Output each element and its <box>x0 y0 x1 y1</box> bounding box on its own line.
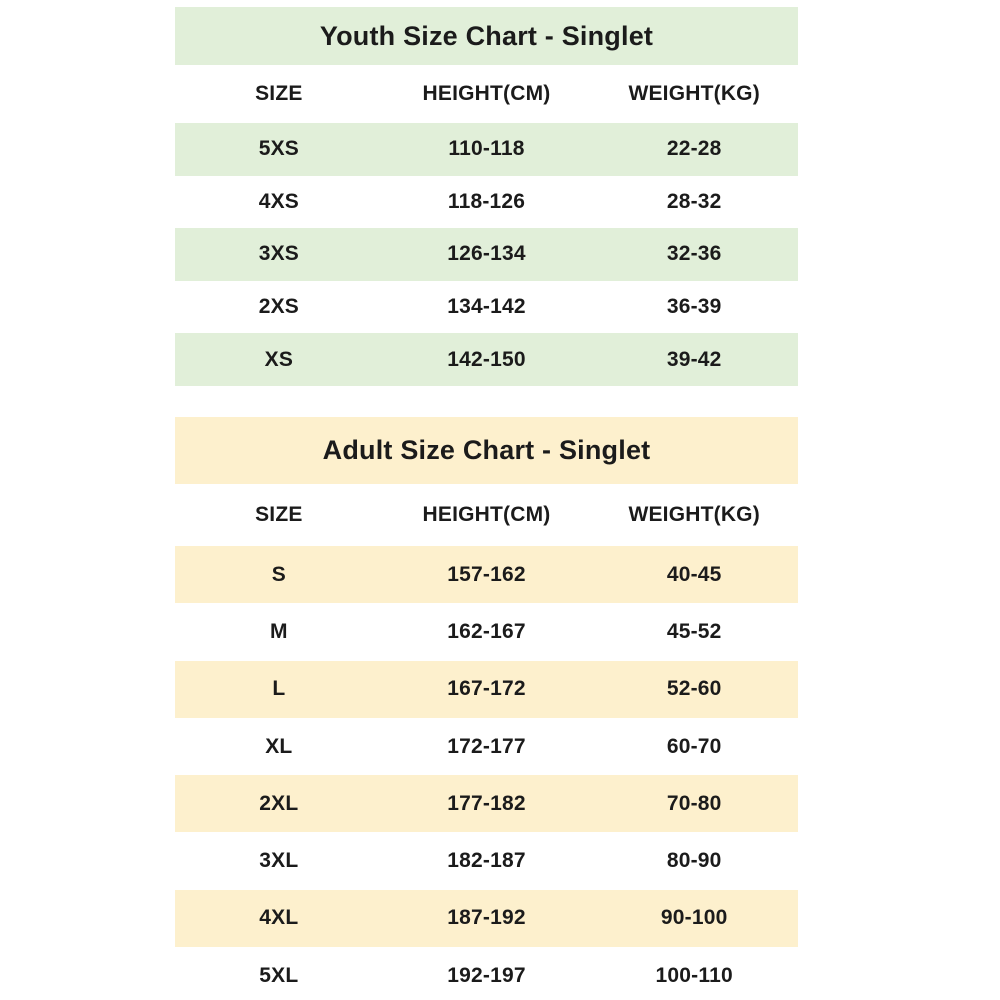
size-cell: 4XS <box>258 189 299 213</box>
weight-cell: 60-70 <box>666 734 722 758</box>
youth-header-row <box>175 65 798 123</box>
weight-cell: 80-90 <box>666 849 722 873</box>
weight-cell: 28-32 <box>666 189 722 213</box>
weight-cell: 39-42 <box>666 347 722 371</box>
size-cell: 2XS <box>258 295 299 319</box>
size-cell: L <box>272 677 286 701</box>
youth-rows <box>175 123 798 386</box>
table-row <box>175 546 798 603</box>
height-cell: 177-182 <box>447 791 526 815</box>
table-row <box>175 228 798 281</box>
height-cell: 162-167 <box>447 619 526 643</box>
size-chart-container <box>175 7 798 1000</box>
table-row <box>175 123 798 176</box>
table-row <box>175 775 798 832</box>
weight-cell: 36-39 <box>666 295 722 319</box>
adult-header-size: SIZE <box>255 502 303 526</box>
table-row <box>175 661 798 718</box>
height-cell: 134-142 <box>447 295 526 319</box>
table-row <box>175 832 798 889</box>
size-cell: 2XL <box>259 791 299 815</box>
size-cell: 3XL <box>259 849 299 873</box>
size-cell: S <box>271 562 286 586</box>
weight-cell: 40-45 <box>666 562 722 586</box>
table-row <box>175 890 798 947</box>
height-cell: 192-197 <box>447 963 526 987</box>
adult-header-row <box>175 484 798 546</box>
youth-table-title: Youth Size Chart - Singlet <box>175 7 798 65</box>
height-cell: 182-187 <box>447 849 526 873</box>
height-cell: 142-150 <box>447 347 526 371</box>
size-cell: 3XS <box>258 242 299 266</box>
youth-header-weight: WEIGHT(KG) <box>628 82 760 105</box>
size-cell: 5XL <box>259 963 299 987</box>
adult-table-title: Adult Size Chart - Singlet <box>175 417 798 484</box>
adult-rows <box>175 546 798 1000</box>
table-row <box>175 281 798 334</box>
size-cell: 5XS <box>258 137 299 161</box>
height-cell: 126-134 <box>447 242 526 266</box>
weight-cell: 32-36 <box>666 242 722 266</box>
height-cell: 157-162 <box>447 562 526 586</box>
youth-header-height: HEIGHT(CM) <box>422 82 551 105</box>
table-row <box>175 333 798 386</box>
height-cell: 118-126 <box>447 189 526 213</box>
weight-cell: 22-28 <box>666 137 722 161</box>
adult-header-height: HEIGHT(CM) <box>422 502 551 526</box>
adult-header-weight: WEIGHT(KG) <box>628 502 760 526</box>
weight-cell: 45-52 <box>666 619 722 643</box>
weight-cell: 70-80 <box>666 791 722 815</box>
table-row <box>175 718 798 775</box>
height-cell: 172-177 <box>447 734 526 758</box>
height-cell: 167-172 <box>447 677 526 701</box>
table-row <box>175 947 798 1000</box>
table-row <box>175 176 798 229</box>
height-cell: 110-118 <box>448 137 525 161</box>
table-row <box>175 603 798 660</box>
youth-size-table <box>175 7 798 386</box>
weight-cell: 100-110 <box>655 963 733 987</box>
section-gap <box>175 386 798 417</box>
adult-size-table <box>175 417 798 1000</box>
weight-cell: 90-100 <box>660 906 728 930</box>
size-cell: 4XL <box>259 906 299 930</box>
youth-header-size: SIZE <box>255 82 303 105</box>
weight-cell: 52-60 <box>666 677 722 701</box>
size-cell: XS <box>264 347 294 371</box>
height-cell: 187-192 <box>447 906 526 930</box>
size-cell: XL <box>265 734 293 758</box>
size-cell: M <box>269 619 288 643</box>
